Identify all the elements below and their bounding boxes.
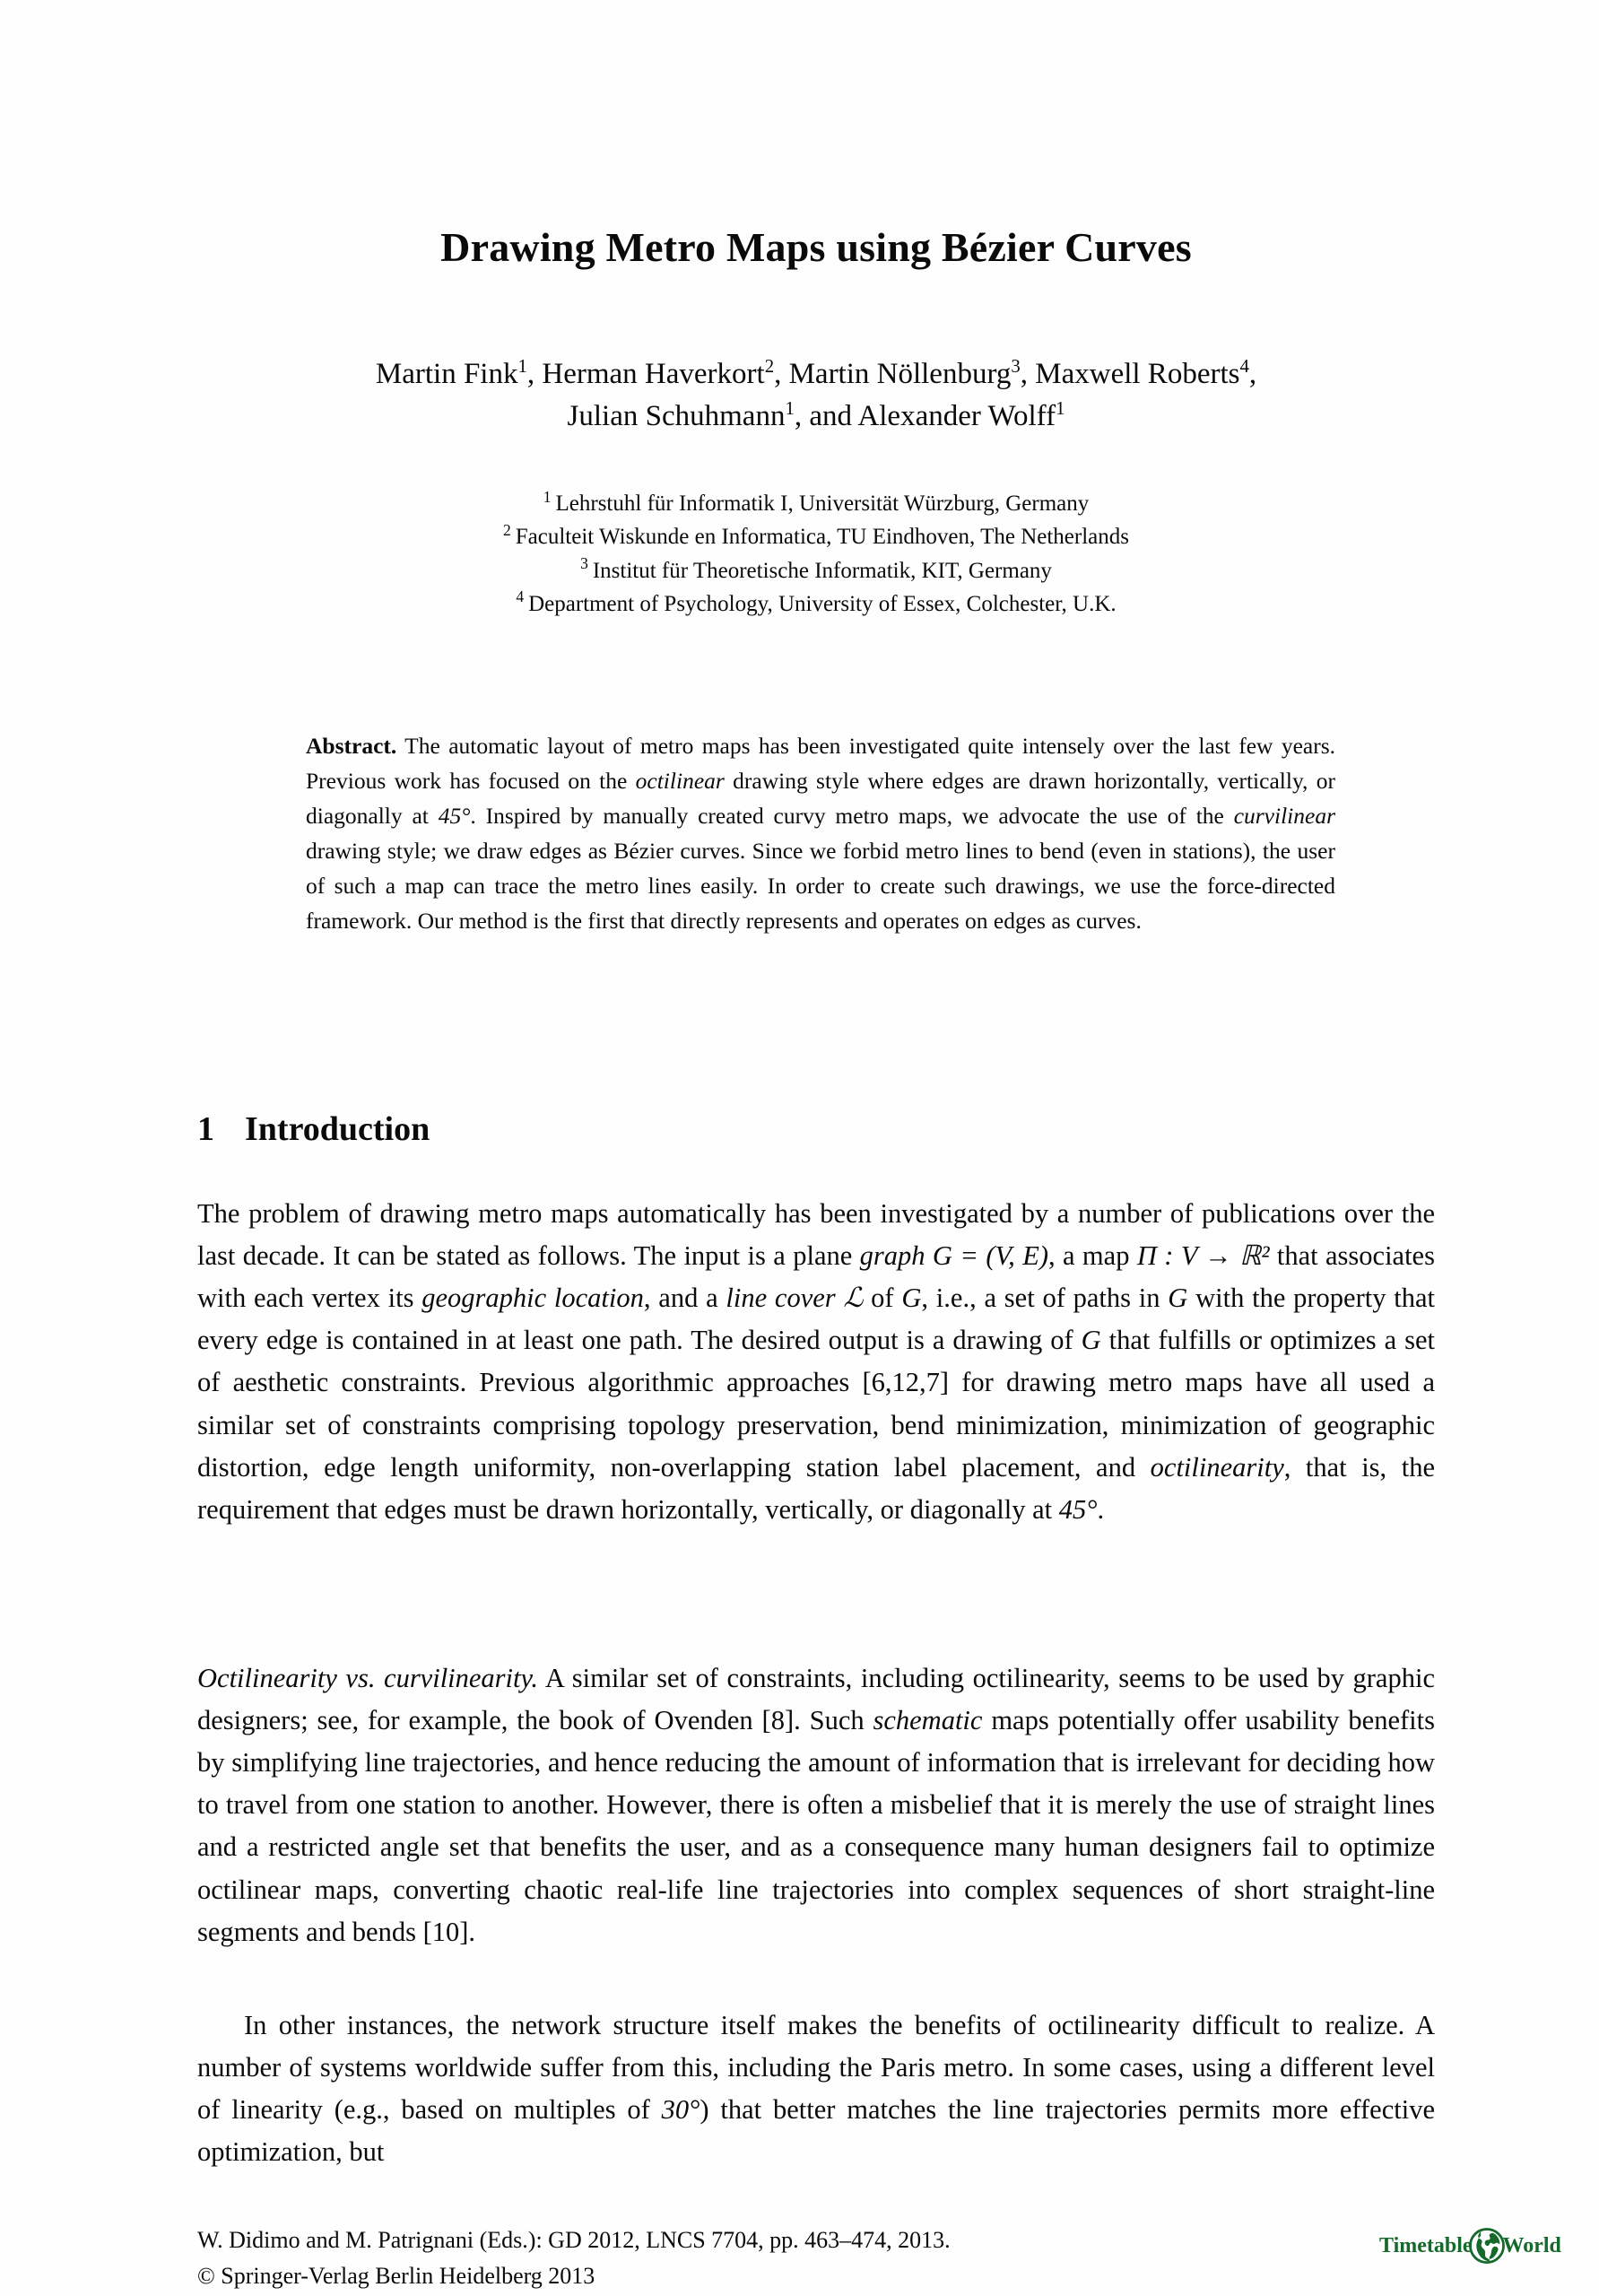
- author-name: Maxwell Roberts$^4$: [1035, 356, 1249, 390]
- author-name: Martin Fink$^1$: [375, 356, 527, 390]
- text-run: , and a: [643, 1283, 726, 1314]
- text-run: The problem of drawing metro maps automatically has been investigated by a number of publications over the last decade. It can be stated as follows. The input is a plane: [197, 1198, 1435, 1272]
- emphasis-text: Octilinearity vs. curvilinearity.: [197, 1663, 538, 1693]
- author-affiliation-marker: 1: [785, 397, 795, 419]
- author-name: Alexander Wolff$^1$: [857, 397, 1065, 432]
- author-affiliation-marker: 1: [517, 356, 527, 377]
- section-number: 1: [197, 1110, 214, 1148]
- math-text: 45°: [438, 803, 471, 829]
- emphasis-text: schematic: [873, 1705, 983, 1736]
- text-run: that fulfills or optimizes a set of aesthetic constraints. Previous algorithmic approaches [6,12,7] for drawing metro maps have all used a similar set of constraints comprising topology preservation, bend minimization, minimization of geographic distortion, edge length uniformity, non-overlapping station label placement, and: [197, 1325, 1435, 1483]
- text-run: of: [863, 1283, 902, 1314]
- timetable-world-logo: [1379, 2226, 1561, 2266]
- affiliation-text: Institut für Theoretische Informatik, KIT, Germany: [592, 558, 1052, 583]
- text-run: maps potentially offer usability benefits by simplifying line trajectories, and hence reducing the amount of information that is irrelevant for deciding how to travel from one station to another. However, there is often a misbelief that it is merely the use of straight lines and a restricted angle set that benefits the user, and as a consequence many human designers fail to optimize octilinear maps, converting chaotic real-life line trajectories into complex sequences of short straight-line segments and bends [10].: [197, 1705, 1435, 1947]
- author-affiliation-marker: 1: [1056, 397, 1065, 419]
- text-run: , i.e., a set of paths in: [921, 1283, 1169, 1314]
- text-run: The automatic layout of metro maps has been investigated quite intensely over the last few years. Previous work has focused on the: [306, 733, 1335, 794]
- author-affiliation-marker: 4: [1239, 356, 1249, 377]
- footer-block: [197, 2222, 1435, 2293]
- body-paragraph: [197, 2005, 1435, 2173]
- body-paragraph: [197, 1193, 1435, 1531]
- math-text: ℒ: [835, 1283, 864, 1314]
- text-run: drawing style where edges are drawn horizontally, vertically, or diagonally at: [306, 768, 1335, 829]
- affiliation-line: [197, 554, 1435, 587]
- logo-word-timetable: Timetable: [1379, 2233, 1473, 2257]
- text-run: A similar set of constraints, including octilinearity, seems to be used by graphic designers; see, for example, the book of Ovenden [8]. Such: [197, 1663, 1435, 1736]
- author-list: Martin Fink$^1$, Herman Haverkort$^2$, Martin Nöllenburg$^3$, Maxwell Roberts$^4$, Julian Schuhmann$^1$, and Alexander Wolff$^1$: [375, 356, 1257, 432]
- emphasis-text: octilinearity: [1150, 1451, 1284, 1483]
- affiliation-text: Department of Psychology, University of Essex, Colchester, U.K.: [528, 591, 1117, 616]
- abstract-text: [306, 733, 1335, 934]
- text-run: ) that better matches the line trajectories permits more effective optimization, but: [197, 2094, 1435, 2168]
- affiliation-marker: 4: [516, 587, 525, 606]
- footer-citation: W. Didimo and M. Patrignani (Eds.): GD 2012, LNCS 7704, pp. 463–474, 2013.: [197, 2227, 951, 2253]
- author-affiliation-marker: 3: [1011, 356, 1021, 377]
- emphasis-text: line cover: [726, 1283, 836, 1314]
- text-run: In other instances, the network structure itself makes the benefits of octilinearity difficult to realize. A number of systems worldwide suffer from this, including the Paris metro. In some cases, using a different level of linearity (e.g., based on multiples of: [197, 2010, 1435, 2126]
- author-name: Martin Nöllenburg$^3$: [788, 356, 1021, 390]
- emphasis-text: graph: [859, 1240, 926, 1272]
- text-run: that associates with each vertex its: [197, 1240, 1435, 1314]
- title-text: Drawing Metro Maps using Bézier Curves: [440, 224, 1192, 270]
- affiliation-marker: 2: [503, 520, 511, 539]
- affiliation-marker: 1: [543, 487, 552, 506]
- author-affiliation-marker: 2: [764, 356, 775, 377]
- footer-copyright: © Springer-Verlag Berlin Heidelberg 2013: [197, 2262, 595, 2289]
- math-text: 45°: [1058, 1493, 1098, 1525]
- author-name: Herman Haverkort$^2$: [542, 356, 775, 390]
- affiliation-line: [197, 487, 1435, 520]
- globe-icon: [1467, 2226, 1507, 2266]
- math-text: G = (V, E): [925, 1240, 1048, 1272]
- abstract-block: [306, 728, 1335, 938]
- abstract-label: Abstract.: [306, 733, 397, 759]
- math-text: G: [1168, 1283, 1188, 1314]
- text-run: .: [1097, 1493, 1105, 1525]
- emphasis-text: curvilinear: [1233, 803, 1335, 829]
- math-text: G: [1081, 1325, 1101, 1356]
- text-run: , a map: [1047, 1240, 1137, 1272]
- text-run: drawing style; we draw edges as Bézier curves. Since we forbid metro lines to bend (even in stations), the user of such a map can trace the metro lines easily. In order to create such drawings, we use the force-directed framework. Our method is the first that directly represents and operates on edges as curves.: [306, 838, 1335, 934]
- math-text: G: [901, 1283, 922, 1314]
- affiliation-text: Lehrstuhl für Informatik I, Universität Würzburg, Germany: [555, 491, 1090, 516]
- affiliation-line: [197, 587, 1435, 621]
- text-run: , that is, the requirement that edges must be drawn horizontally, vertically, or diagonally at: [197, 1451, 1435, 1525]
- text-run: . Inspired by manually created curvy metro maps, we advocate the use of the: [470, 803, 1234, 829]
- affiliation-line: [197, 520, 1435, 553]
- author-name: Julian Schuhmann$^1$: [567, 397, 795, 432]
- affiliation-list: [197, 487, 1435, 621]
- emphasis-text: geographic location: [421, 1283, 644, 1314]
- text-run: with the property that every edge is contained in at least one path. The desired output is a drawing of: [197, 1283, 1435, 1356]
- body-paragraph: [197, 1657, 1435, 1953]
- section-title: Introduction: [245, 1110, 430, 1148]
- math-text: 30°: [661, 2094, 700, 2126]
- page-title: [197, 222, 1435, 272]
- affiliation-marker: 3: [580, 554, 588, 573]
- logo-word-world: World: [1502, 2233, 1561, 2257]
- math-text: Π : V → ℝ²: [1136, 1240, 1270, 1272]
- affiliation-text: Faculteit Wiskunde en Informatica, TU Eindhoven, The Netherlands: [515, 525, 1129, 550]
- emphasis-text: octilinear: [635, 768, 725, 794]
- section-heading: [197, 1109, 430, 1149]
